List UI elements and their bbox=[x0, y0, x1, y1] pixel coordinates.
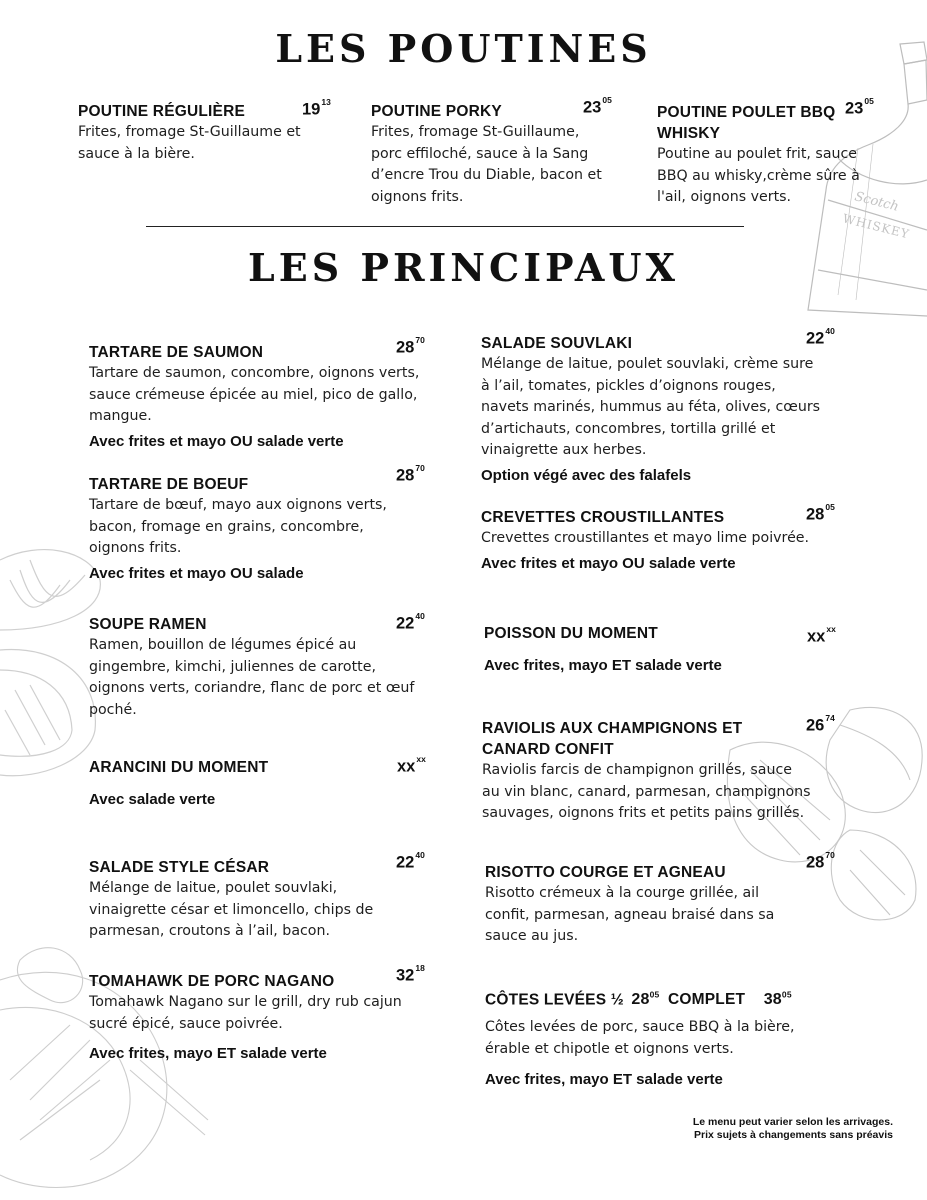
item-name: TARTARE DE BOEUF bbox=[89, 476, 249, 493]
item-description: Raviolis farcis de champignon grillés, sauce au vin blanc, canard, parmesan, champignons sauvages, oignons frits et petits pains grillés. bbox=[482, 762, 811, 821]
item-price: $26^{74}$ bbox=[806, 713, 835, 735]
item-name: TARTARE DE SAUMON bbox=[89, 344, 264, 361]
item-name: CREVETTES CROUSTILLANTES bbox=[481, 509, 725, 526]
menu-item bbox=[485, 985, 825, 1090]
item-description: Mélange de laitue, poulet souvlaki, vinaigrette césar et limoncello, chips de parmesan, croutons à l’ail, bacon. bbox=[89, 880, 374, 939]
footer-line-1: Le menu peut varier selon les arrivages. bbox=[692, 1116, 893, 1128]
item-price: $28^{05}$ bbox=[806, 502, 835, 524]
menu-item bbox=[78, 101, 328, 165]
item-name: CÔTES LEVÉES ½ $28^{05}$ COMPLET $38^{05}$ bbox=[485, 990, 792, 1009]
item-name: TOMAHAWK DE PORC NAGANO bbox=[89, 973, 335, 990]
item-price: $22^{40}$ bbox=[806, 326, 835, 348]
item-price: $23^{05}$ bbox=[583, 95, 612, 117]
item-name: SOUPE RAMEN bbox=[89, 616, 207, 633]
item-price: $22^{40}$ bbox=[396, 850, 425, 872]
item-name: SALADE SOUVLAKI bbox=[481, 335, 633, 352]
item-price: $28^{05}$ bbox=[631, 990, 660, 1009]
item-name: POUTINE POULET BBQ WHISKY bbox=[657, 104, 836, 142]
item-note: Avec frites, mayo ET salade verte bbox=[89, 1045, 327, 1062]
footer-line-2: Prix sujets à changements sans préavis bbox=[693, 1129, 893, 1141]
menu-item bbox=[481, 333, 826, 486]
item-description: Risotto crémeux à la courge grillée, ail confit, parmesan, agneau braisé dans sa sauce au jus. bbox=[485, 885, 775, 944]
item-note: Avec frites et mayo OU salade bbox=[89, 564, 304, 582]
item-price: $xx^{xx}$ bbox=[397, 754, 426, 776]
item-price: $xx^{xx}$ bbox=[807, 624, 836, 646]
item-description: Tomahawk Nagano sur le grill, dry rub cajun sucré épicé, sauce poivrée. bbox=[89, 994, 402, 1032]
item-price: $28^{70}$ bbox=[396, 463, 425, 485]
item-description: Frites, fromage St-Guillaume et sauce à la bière. bbox=[78, 124, 301, 162]
item-description: Frites, fromage St-Guillaume, porc effiloché, sauce à la Sang d’encre Trou du Diable, bacon et oignons frits. bbox=[371, 124, 602, 205]
menu-item bbox=[482, 718, 812, 825]
section-divider bbox=[146, 226, 744, 227]
item-note: Avec frites, mayo ET salade verte bbox=[485, 1071, 723, 1089]
footer-note bbox=[693, 1116, 893, 1142]
item-description: Poutine au poulet frit, sauce BBQ au whisky,crème sûre à l'ail, oignons verts. bbox=[657, 146, 860, 205]
bottle-label-line2: WHISKEY bbox=[841, 211, 912, 242]
item-note: Option végé avec des falafels bbox=[481, 466, 692, 484]
item-name: RAVIOLIS AUX CHAMPIGNONS ET CANARD CONFIT bbox=[482, 720, 743, 758]
item-price-complet: $38^{05}$ bbox=[763, 990, 792, 1009]
menu-item bbox=[89, 474, 419, 584]
menu-item bbox=[89, 971, 419, 1064]
section-title-principaux: LES PRINCIPAUX bbox=[248, 245, 679, 290]
item-price: $28^{70}$ bbox=[806, 850, 835, 872]
menu-item bbox=[484, 623, 784, 676]
item-description: Tartare de saumon, concombre, oignons verts, sauce crémeuse épicée au miel, pico de gallo, mangue. bbox=[89, 365, 420, 424]
menu-item bbox=[89, 342, 439, 452]
menu-item bbox=[89, 757, 389, 810]
menu-item bbox=[371, 101, 603, 208]
item-note: Avec frites, mayo ET salade verte bbox=[484, 657, 722, 674]
item-name: POUTINE RÉGULIÈRE bbox=[78, 103, 246, 120]
menu-item bbox=[485, 862, 795, 948]
item-price: $32^{18}$ bbox=[396, 963, 425, 985]
menu-item bbox=[481, 507, 831, 574]
item-description: Mélange de laitue, poulet souvlaki, crème sure à l’ail, tomates, pickles d’oignons rouges, navets marinés, hummus au féta, olives, cœurs d’artichauts, concombres, tortilla grillé et vinaigrette aux herbes. bbox=[481, 356, 821, 458]
item-note: Avec frites et mayo OU salade verte bbox=[89, 432, 344, 450]
item-price: $23^{05}$ bbox=[845, 96, 874, 118]
item-description: Crevettes croustillantes et mayo lime poivrée. bbox=[481, 530, 810, 546]
item-description: Tartare de bœuf, mayo aux oignons verts, bacon, fromage en grains, concombre, oignons frits. bbox=[89, 497, 387, 556]
item-name: RISOTTO COURGE ET AGNEAU bbox=[485, 864, 726, 881]
bottle-label-line1: Scotch bbox=[853, 189, 901, 215]
item-description: Ramen, bouillon de légumes épicé au gingembre, kimchi, juliennes de carotte, oignons verts, coriandre, flanc de porc et œuf poché. bbox=[89, 637, 415, 718]
item-name: POISSON DU MOMENT bbox=[484, 625, 658, 642]
item-description: Côtes levées de porc, sauce BBQ à la bière, érable et chipotle et oignons verts. bbox=[485, 1019, 795, 1057]
menu-item bbox=[657, 102, 872, 209]
menu-item bbox=[89, 611, 434, 721]
item-name: ARANCINI DU MOMENT bbox=[89, 759, 269, 776]
item-price: $28^{70}$ bbox=[396, 335, 425, 357]
item-name: POUTINE PORKY bbox=[371, 103, 502, 120]
item-price: $22^{40}$ bbox=[396, 611, 425, 633]
item-name: SALADE STYLE CÉSAR bbox=[89, 859, 270, 876]
item-note: Avec salade verte bbox=[89, 791, 216, 808]
item-price: $19^{13}$ bbox=[302, 97, 331, 119]
section-title-poutines: LES POUTINES bbox=[275, 26, 652, 71]
item-note: Avec frites et mayo OU salade verte bbox=[481, 554, 736, 572]
menu-item bbox=[89, 857, 399, 943]
